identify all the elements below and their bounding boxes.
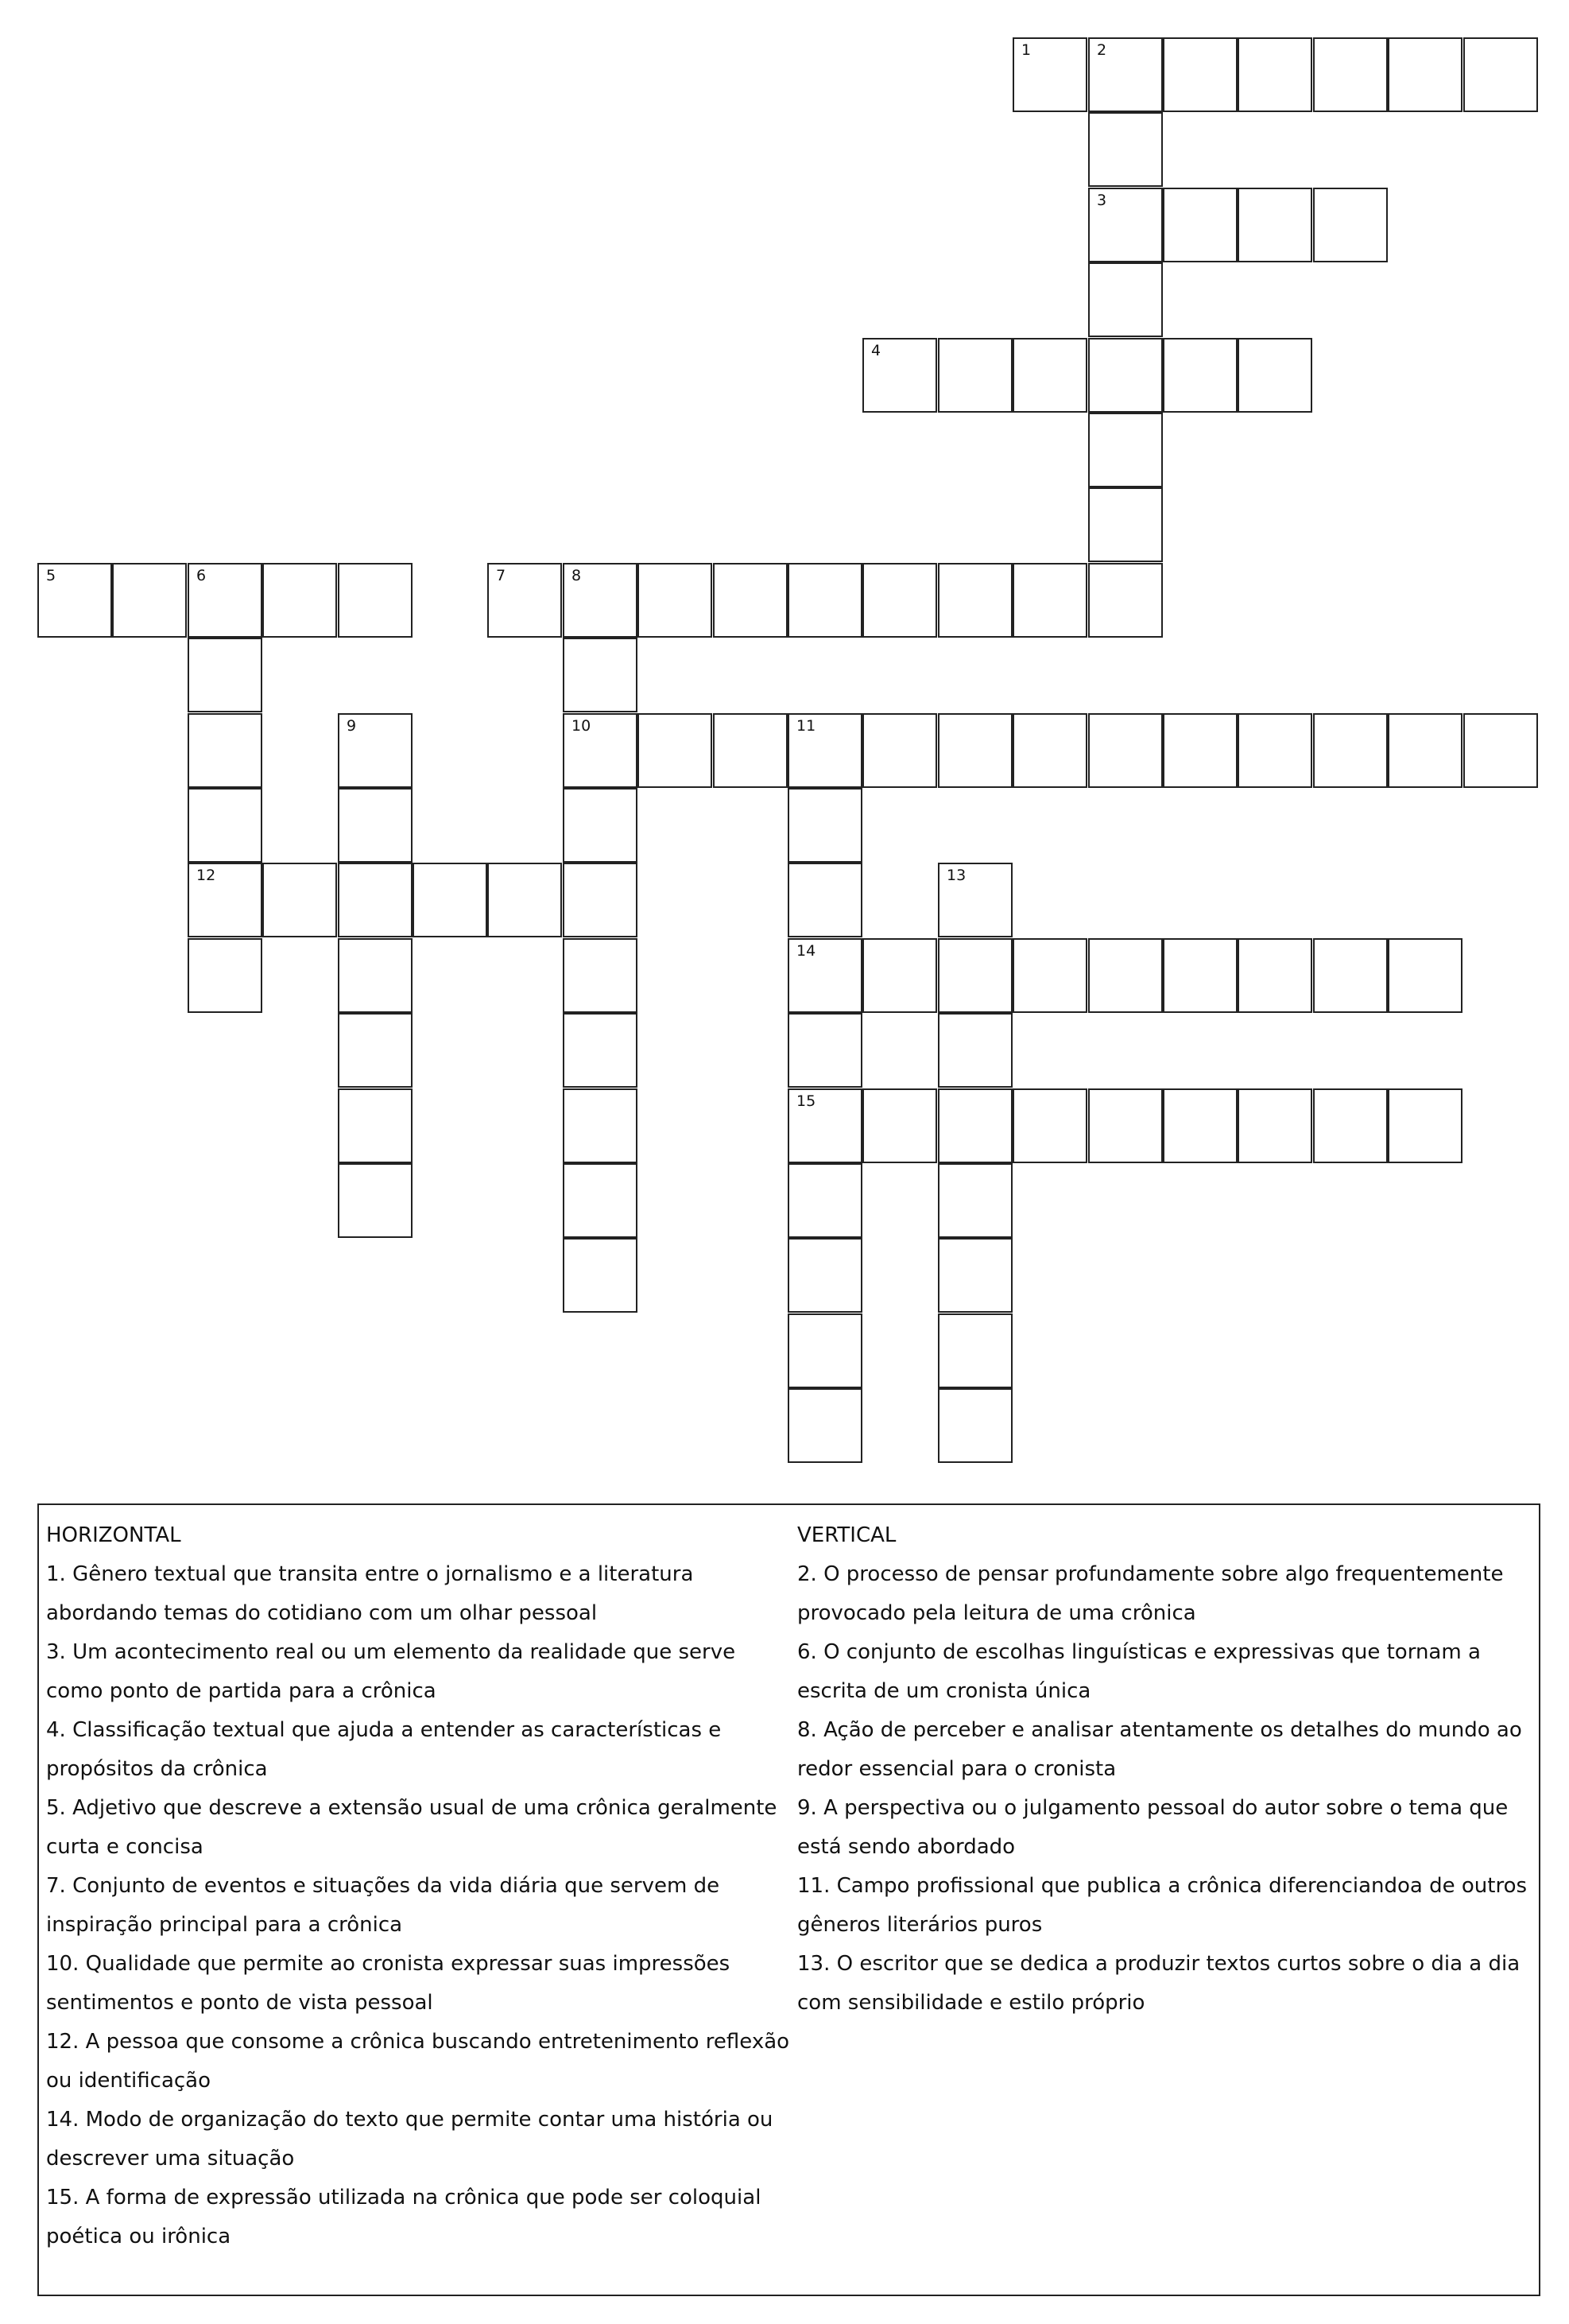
grid-cell[interactable] [637, 563, 712, 638]
grid-cell[interactable] [938, 1313, 1013, 1388]
clue-across-1: 1. Gênero textual que transita entre o jornalismo e a literatura abordando temas do cotidiano com um olhar pessoal [46, 1562, 694, 1625]
grid-cell[interactable] [713, 713, 788, 788]
grid-cell[interactable] [1088, 262, 1163, 337]
grid-cell[interactable] [1163, 713, 1238, 788]
grid-cell[interactable] [938, 563, 1013, 638]
grid-cell[interactable] [1238, 37, 1312, 112]
grid-cell[interactable] [862, 563, 937, 638]
grid-cell[interactable] [413, 863, 487, 937]
grid-cell[interactable] [938, 338, 1013, 413]
across-clues [46, 1516, 793, 2256]
grid-cell[interactable] [788, 1313, 862, 1388]
grid-cell[interactable] [788, 788, 862, 863]
grid-cell[interactable] [1388, 713, 1462, 788]
grid-cell[interactable] [1463, 37, 1538, 112]
clue-across-14: 14. Modo de organização do texto que permite contar uma história ou descrever uma situação [46, 2108, 773, 2171]
clue-number: 7 [496, 567, 506, 584]
grid-cell[interactable] [938, 1388, 1013, 1463]
clue-across-10: 10. Qualidade que permite ao cronista expressar suas impressões sentimentos e ponto de vista pessoal [46, 1952, 730, 2015]
grid-cell[interactable] [188, 788, 262, 863]
grid-cell[interactable] [1313, 188, 1388, 262]
grid-cell[interactable] [1388, 1088, 1462, 1163]
grid-cell[interactable] [563, 1088, 637, 1163]
grid-cell[interactable] [1013, 1088, 1087, 1163]
grid-cell[interactable] [1313, 37, 1388, 112]
grid-cell[interactable] [1088, 938, 1163, 1013]
grid-cell[interactable] [788, 563, 862, 638]
grid-cell[interactable] [1463, 713, 1538, 788]
grid-cell[interactable] [1238, 713, 1312, 788]
grid-cell[interactable] [788, 1163, 862, 1238]
grid-cell[interactable] [338, 1163, 413, 1238]
grid-cell[interactable] [1088, 188, 1163, 262]
clue-number: 3 [1097, 192, 1107, 209]
clue-down-9: 9. A perspectiva ou o julgamento pessoal do autor sobre o tema que está sendo abordado [797, 1796, 1509, 1859]
grid-cell[interactable] [1088, 112, 1163, 187]
clue-down-11: 11. Campo profissional que publica a crônica diferenciandoa de outros gêneros literários puros [797, 1874, 1528, 1937]
grid-cell[interactable] [862, 338, 937, 413]
clue-number: 2 [1097, 41, 1107, 59]
clue-number: 1 [1021, 41, 1032, 59]
clue-number: 11 [796, 717, 816, 735]
grid-cell[interactable] [563, 1238, 637, 1313]
grid-cell[interactable] [1163, 188, 1238, 262]
grid-cell[interactable] [1163, 37, 1238, 112]
grid-cell[interactable] [1313, 938, 1388, 1013]
grid-cell[interactable] [938, 1088, 1013, 1163]
grid-cell[interactable] [563, 563, 637, 638]
grid-cell[interactable] [1163, 1088, 1238, 1163]
grid-cell[interactable] [788, 863, 862, 937]
grid-cell[interactable] [338, 788, 413, 863]
grid-cell[interactable] [1313, 713, 1388, 788]
grid-cell[interactable] [1388, 938, 1462, 1013]
grid-cell[interactable] [1088, 713, 1163, 788]
grid-cell[interactable] [563, 638, 637, 712]
grid-cell[interactable] [938, 1163, 1013, 1238]
grid-cell[interactable] [1238, 338, 1312, 413]
grid-cell[interactable] [1088, 563, 1163, 638]
grid-cell[interactable] [788, 1088, 862, 1163]
grid-cell[interactable] [262, 863, 337, 937]
grid-cell[interactable] [1388, 37, 1462, 112]
clue-number: 10 [571, 717, 591, 735]
grid-cell[interactable] [188, 938, 262, 1013]
grid-cell[interactable] [338, 1088, 413, 1163]
grid-cell[interactable] [1013, 338, 1087, 413]
grid-cell[interactable] [1088, 413, 1163, 487]
clue-across-3: 3. Um acontecimento real ou um elemento da realidade que serve como ponto de partida para a crônica [46, 1640, 736, 1703]
clue-number: 13 [947, 867, 967, 884]
clue-down-2: 2. O processo de pensar profundamente sobre algo frequentemente provocado pela leitura de uma crônica [797, 1562, 1504, 1625]
grid-cell[interactable] [788, 1238, 862, 1313]
grid-cell[interactable] [1013, 563, 1087, 638]
grid-cell[interactable] [338, 1013, 413, 1088]
grid-cell[interactable] [1238, 938, 1312, 1013]
grid-cell[interactable] [862, 713, 937, 788]
grid-cell[interactable] [1013, 938, 1087, 1013]
grid-cell[interactable] [1238, 1088, 1312, 1163]
clue-across-15: 15. A forma de expressão utilizada na crônica que pode ser coloquial poética ou irônica [46, 2186, 761, 2248]
grid-cell[interactable] [563, 863, 637, 937]
grid-cell[interactable] [338, 563, 413, 638]
grid-cell[interactable] [112, 563, 187, 638]
grid-cell[interactable] [563, 938, 637, 1013]
grid-cell[interactable] [563, 1163, 637, 1238]
clue-down-13: 13. O escritor que se dedica a produzir textos curtos sobre o dia a dia com sensibilidade e estilo próprio [797, 1952, 1521, 2015]
grid-cell[interactable] [1088, 1088, 1163, 1163]
grid-cell[interactable] [788, 938, 862, 1013]
clue-number: 4 [871, 342, 881, 359]
grid-cell[interactable] [338, 938, 413, 1013]
clue-down-6: 6. O conjunto de escolhas linguísticas e expressivas que tornam a escrita de um cronista única [797, 1640, 1481, 1703]
grid-cell[interactable] [188, 863, 262, 937]
grid-cell[interactable] [188, 638, 262, 712]
grid-cell[interactable] [938, 1238, 1013, 1313]
grid-cell[interactable] [563, 788, 637, 863]
grid-cell[interactable] [938, 938, 1013, 1013]
grid-cell[interactable] [1013, 37, 1087, 112]
grid-cell[interactable] [788, 713, 862, 788]
down-heading: VERTICAL [797, 1523, 897, 1547]
clue-number: 15 [796, 1092, 816, 1110]
grid-cell[interactable] [1238, 188, 1312, 262]
grid-cell[interactable] [1088, 487, 1163, 562]
down-clues [797, 1516, 1528, 2023]
grid-cell[interactable] [1088, 338, 1163, 413]
grid-cell[interactable] [262, 563, 337, 638]
grid-cell[interactable] [563, 1013, 637, 1088]
grid-cell[interactable] [1163, 338, 1238, 413]
grid-cell[interactable] [487, 863, 562, 937]
grid-cell[interactable] [1013, 713, 1087, 788]
grid-cell[interactable] [1088, 37, 1163, 112]
grid-cell[interactable] [188, 713, 262, 788]
grid-cell[interactable] [338, 713, 413, 788]
clue-across-5: 5. Adjetivo que descreve a extensão usual de uma crônica geralmente curta e concisa [46, 1796, 777, 1859]
clue-across-12: 12. A pessoa que consome a crônica buscando entretenimento reflexão ou identificação [46, 2030, 790, 2093]
across-heading: HORIZONTAL [46, 1523, 181, 1547]
clue-down-8: 8. Ação de perceber e analisar atentamente os detalhes do mundo ao redor essencial para o cronista [797, 1718, 1522, 1781]
clue-across-4: 4. Classificação textual que ajuda a entender as características e propósitos da crônica [46, 1718, 722, 1781]
grid-cell[interactable] [338, 863, 413, 937]
grid-cell[interactable] [637, 713, 712, 788]
grid-cell[interactable] [862, 1088, 937, 1163]
clue-number: 9 [347, 717, 357, 735]
clue-number: 5 [46, 567, 56, 584]
clue-number: 6 [196, 567, 207, 584]
grid-cell[interactable] [1313, 1088, 1388, 1163]
grid-cell[interactable] [713, 563, 788, 638]
clue-number: 14 [796, 942, 816, 960]
grid-cell[interactable] [563, 713, 637, 788]
grid-cell[interactable] [862, 938, 937, 1013]
grid-cell[interactable] [1163, 938, 1238, 1013]
clue-panel [37, 1503, 1540, 2296]
grid-cell[interactable] [788, 1013, 862, 1088]
grid-cell[interactable] [938, 713, 1013, 788]
clue-number: 8 [571, 567, 582, 584]
clue-across-7: 7. Conjunto de eventos e situações da vida diária que servem de inspiração principal para a crônica [46, 1874, 720, 1937]
grid-cell[interactable] [188, 563, 262, 638]
grid-cell[interactable] [788, 1388, 862, 1463]
grid-cell[interactable] [37, 563, 112, 638]
grid-cell[interactable] [938, 863, 1013, 937]
grid-cell[interactable] [487, 563, 562, 638]
grid-cell[interactable] [938, 1013, 1013, 1088]
clue-number: 12 [196, 867, 216, 884]
